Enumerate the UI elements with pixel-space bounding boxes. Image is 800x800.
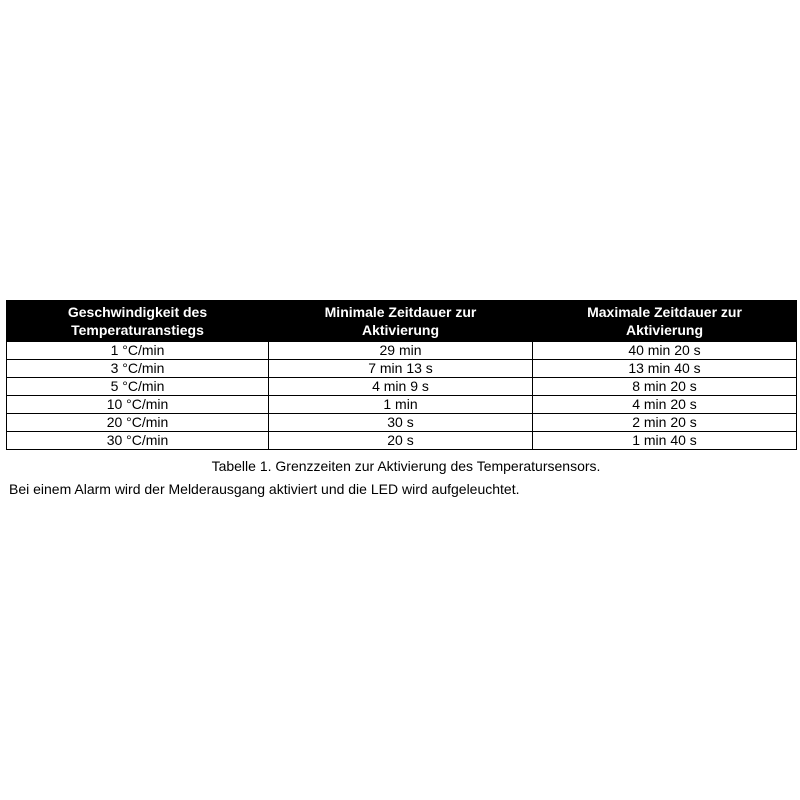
max-duration-cell: 13 min 40 s [533, 360, 797, 378]
table-row [7, 396, 797, 414]
activation-time-table [6, 300, 797, 450]
rate-cell: 20 °C/min [7, 414, 269, 432]
header-maximum-duration: Maximale Zeitdauer zur Aktivierung [533, 301, 797, 342]
table-row [7, 378, 797, 396]
max-duration-cell: 40 min 20 s [533, 342, 797, 360]
table-row [7, 360, 797, 378]
min-duration-cell: 4 min 9 s [269, 378, 533, 396]
max-duration-cell: 8 min 20 s [533, 378, 797, 396]
table-row [7, 432, 797, 450]
rate-cell: 5 °C/min [7, 378, 269, 396]
rate-cell: 1 °C/min [7, 342, 269, 360]
max-duration-cell: 1 min 40 s [533, 432, 797, 450]
table-row [7, 342, 797, 360]
table-row [7, 414, 797, 432]
alarm-note: Bei einem Alarm wird der Melderausgang aktiviert und die LED wird aufgeleuchtet. [9, 481, 520, 497]
min-duration-cell: 30 s [269, 414, 533, 432]
table-caption: Tabelle 1. Grenzzeiten zur Aktivierung des Temperatursensors. [211, 458, 601, 474]
min-duration-cell: 29 min [269, 342, 533, 360]
min-duration-cell: 1 min [269, 396, 533, 414]
max-duration-cell: 2 min 20 s [533, 414, 797, 432]
rate-cell: 3 °C/min [7, 360, 269, 378]
header-temperature-rise-rate: Geschwindigkeit des Temperaturanstiegs [7, 301, 269, 342]
min-duration-cell: 20 s [269, 432, 533, 450]
table-header-row [7, 301, 797, 342]
header-minimum-duration: Minimale Zeitdauer zur Aktivierung [269, 301, 533, 342]
rate-cell: 30 °C/min [7, 432, 269, 450]
max-duration-cell: 4 min 20 s [533, 396, 797, 414]
min-duration-cell: 7 min 13 s [269, 360, 533, 378]
rate-cell: 10 °C/min [7, 396, 269, 414]
